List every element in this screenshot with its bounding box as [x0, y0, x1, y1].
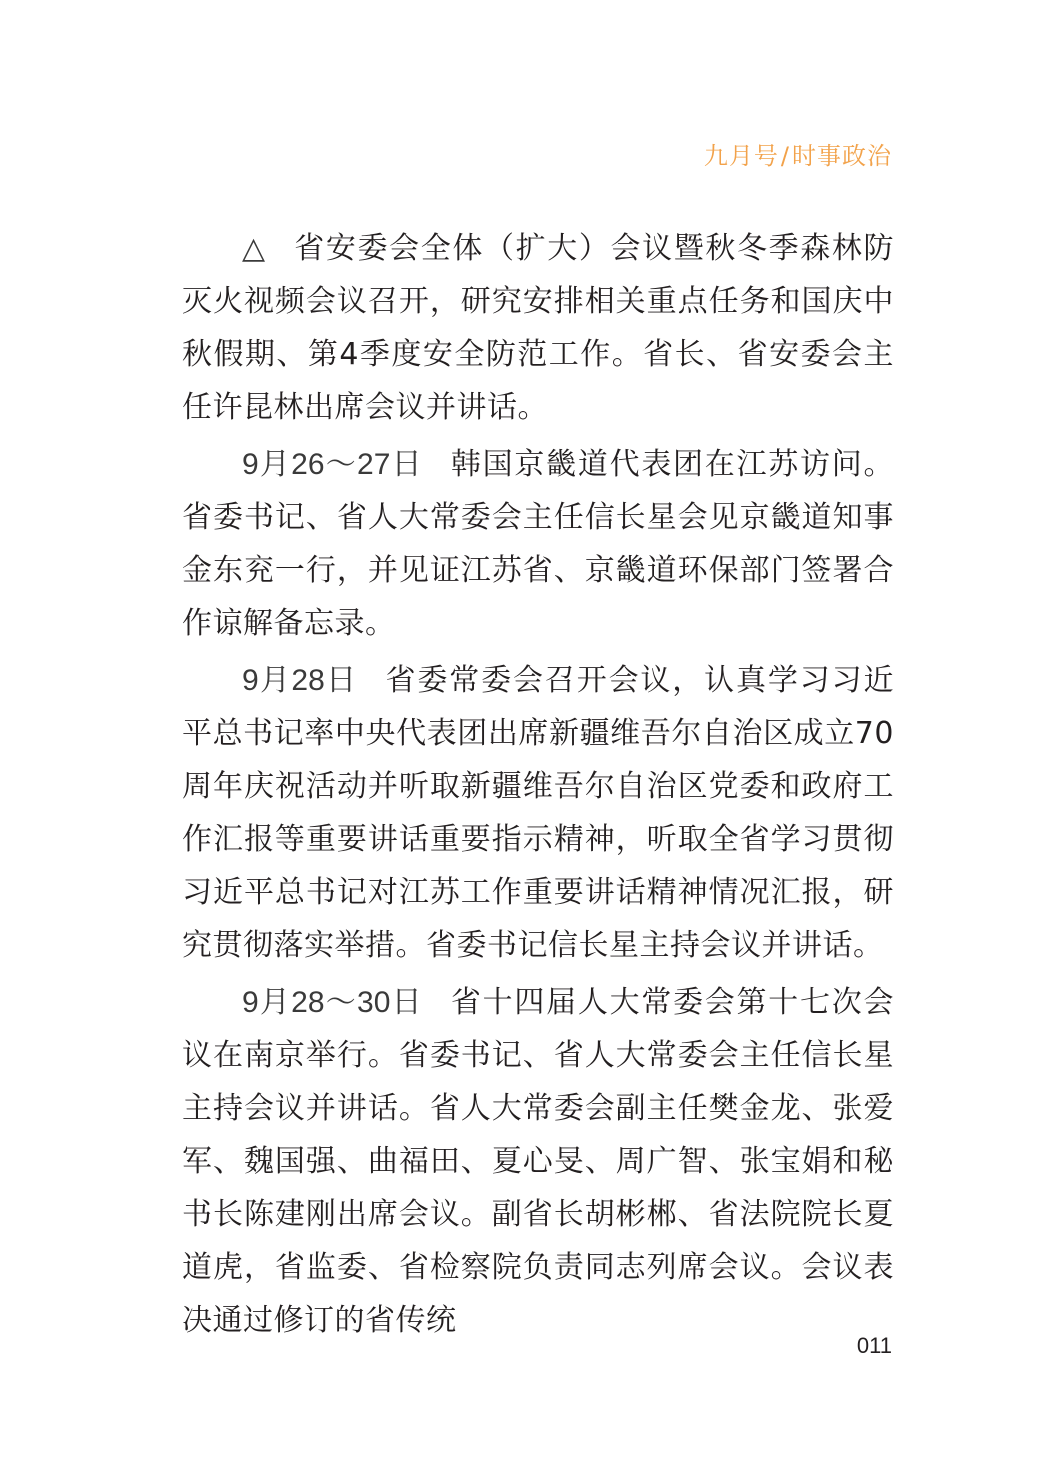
news-item [182, 654, 894, 972]
issue-label: 九月号 [703, 142, 779, 170]
item-text: 省十四届人大常委会第十七次会议在南京举行。省委书记、省人大常委会主任信长星主持会议并讲话。省人大常委会副主任樊金龙、张爱军、魏国强、曲福田、夏心旻、周广智、张宝娟和秘书长陈建刚出席会议。副省长胡彬郴、省法院院长夏道虎，省监委、省检察院负责同志列席会议。会议表决通过修订的省传统 [182, 985, 894, 1338]
item-text: 韩国京畿道代表团在江苏访问。省委书记、省人大常委会主任信长星会见京畿道知事金东兖一行，并见证江苏省、京畿道环保部门签署合作谅解备忘录。 [182, 447, 894, 641]
item-date: 9月28～30日 [242, 986, 423, 1019]
header-separator: / [780, 142, 790, 170]
item-text: 省委常委会召开会议，认真学习习近平总书记率中央代表团出席新疆维吾尔自治区成立70周年庆祝活动并听取新疆维吾尔自治区党委和政府工作汇报等重要讲话重要指示精神，听取全省学习贯彻习近平总书记对江苏工作重要讲话精神情况汇报，研究贯彻落实举措。省委书记信长星主持会议并讲话。 [182, 663, 894, 963]
item-date: 9月28日 [242, 664, 358, 697]
article-body [182, 222, 894, 1351]
news-item [182, 976, 894, 1347]
item-date: 9月26～27日 [242, 448, 423, 481]
news-item [182, 222, 894, 434]
section-label: 时事政治 [792, 142, 892, 170]
item-marker: △ [242, 232, 267, 265]
page-number: 011 [856, 1333, 892, 1358]
item-text: 省安委会全体（扩大）会议暨秋冬季森林防灭火视频会议召开，研究安排相关重点任务和国庆中秋假期、第4季度安全防范工作。省长、省安委会主任许昆林出席会议并讲话。 [182, 231, 894, 425]
running-header [704, 136, 892, 171]
news-item [182, 438, 894, 650]
